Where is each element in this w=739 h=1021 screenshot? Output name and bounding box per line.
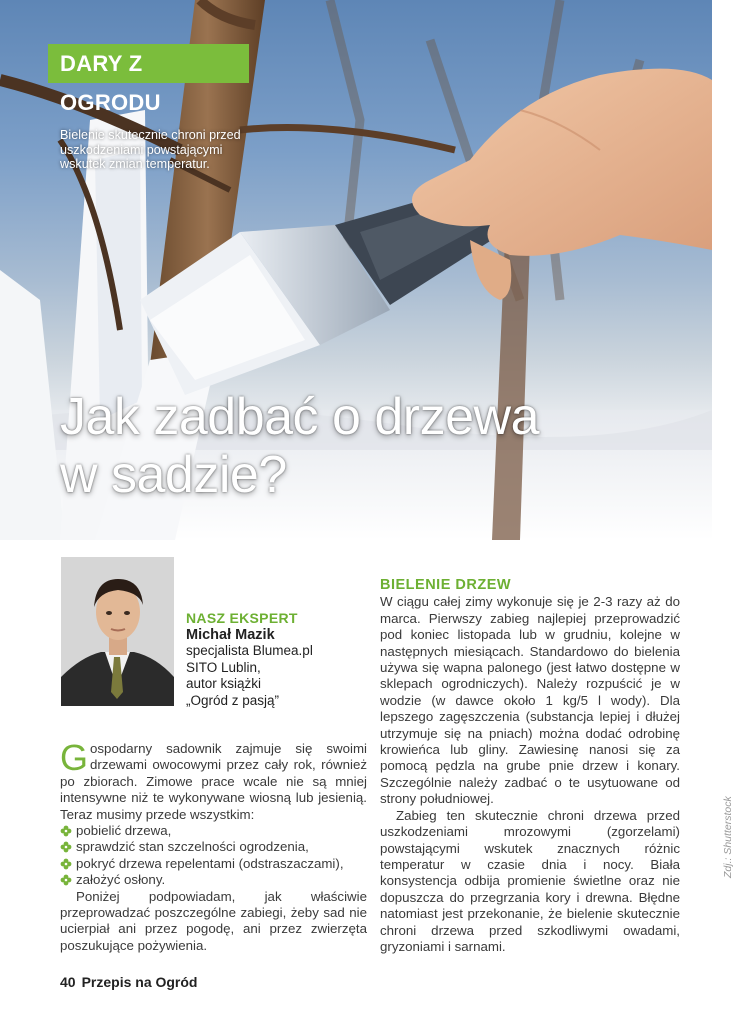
expert-portrait <box>61 557 174 706</box>
list-item <box>60 872 367 888</box>
body-paragraph-1: W ciągu całej zimy wykonuje się je 2-3 razy aż do marca. Pierwszy zabieg najlepiej przeprowadzić pod koniec listopada lub w grudniu, kolejne w następnych miesiącach. Standardowo do bielenia używa się wapna palonego (jest łatwo dostępne w sklepach ogrodniczych). Należy rozpuścić je w wodzie (w dawce około 1 kg/5 l wody). Dla lepszego zagęszczenia (substancja lepiej i dłużej utrzymuje się na pniach) można dodać odrobinę krowieńca lub gliny. Zawiesinę nanosi się za pomocą pędzla na grube pnie drzew i konary. Szczególnie należy zadbać o te usytuowane od strony południowej. <box>380 594 680 807</box>
list-item <box>60 823 367 839</box>
section-heading: BIELENIE DRZEW <box>380 577 512 593</box>
expert-company: SITO Lublin, <box>186 659 261 675</box>
section-tag: DARY Z OGRODU <box>48 44 249 83</box>
expert-role: specjalista Blumea.pl <box>186 643 313 658</box>
expert-name: Michał Mazik <box>186 626 275 643</box>
expert-book: „Ogród z pasją” <box>186 692 280 708</box>
list-item <box>60 839 367 855</box>
list-item-text: założyć osłony. <box>76 872 166 888</box>
body-paragraph-2: Zabieg ten skutecznie chroni drzewa przed uszkodzeniami mrozowymi (zgorzelami) powstającymi wskutek znacznych różnic temperatur w czasie dnia i nocy. Biała konsystencja odbija promienie świetlne oraz nie dopuszcza do przegrzania kory i drewna. Błędne natomiast jest przekonanie, że bielenie skutecznie chroni drzewa przed szkodliwymi owadami, gryzoniami i sarnami. <box>380 807 680 954</box>
article-column <box>380 577 680 955</box>
intro-column <box>60 737 367 954</box>
expert-label: NASZ EKSPERT <box>186 610 298 626</box>
flower-bullet-icon <box>60 858 72 870</box>
intro-text: ospodarny sadownik zajmuje się swoimi drzewami owocowymi przez cały rok, również po zbiorach. Zimowe prace wcale nie są mniej intensywne niż te wykonywane wiosną lub jesienią. Teraz musimy przede wszystkim: <box>60 741 367 822</box>
portrait-illustration <box>61 557 174 706</box>
article-title-line-2: w sadzie? <box>60 446 287 504</box>
intro-closing: Poniżej podpowiadam, jak właściwie przeprowadzać poszczególne zabiegi, żeby sad nie ucierpiał ani przez pogodę, ani przez zwierzęta poszukujące pożywienia. <box>60 888 367 953</box>
list-item-text: pokryć drzewa repelentami (odstraszaczami), <box>76 855 344 871</box>
expert-author: autor książki <box>186 676 262 691</box>
article-title <box>60 388 680 504</box>
dropcap: G <box>60 737 89 778</box>
list-item-text: sprawdzić stan szczelności ogrodzenia, <box>76 839 309 855</box>
photo-credit: Zdj.: Shutterstock <box>722 796 734 878</box>
flower-bullet-icon <box>60 841 72 853</box>
article-title-line-1: Jak zadbać o drzewa <box>60 388 539 446</box>
expert-info <box>186 610 366 709</box>
photo-caption: Bielenie skutecznie chroni przed uszkodzeniami powstającymi wskutek zmian temperatur. <box>60 128 241 171</box>
list-item-text: pobielić drzewa, <box>76 823 172 839</box>
magazine-name: Przepis na Ogród <box>81 974 198 990</box>
task-list <box>60 823 367 889</box>
list-item <box>60 856 367 872</box>
page-number: 40 <box>60 974 76 990</box>
intro-paragraph <box>60 737 367 823</box>
page-footer <box>60 974 198 990</box>
flower-bullet-icon <box>60 874 72 886</box>
flower-bullet-icon <box>60 825 72 837</box>
